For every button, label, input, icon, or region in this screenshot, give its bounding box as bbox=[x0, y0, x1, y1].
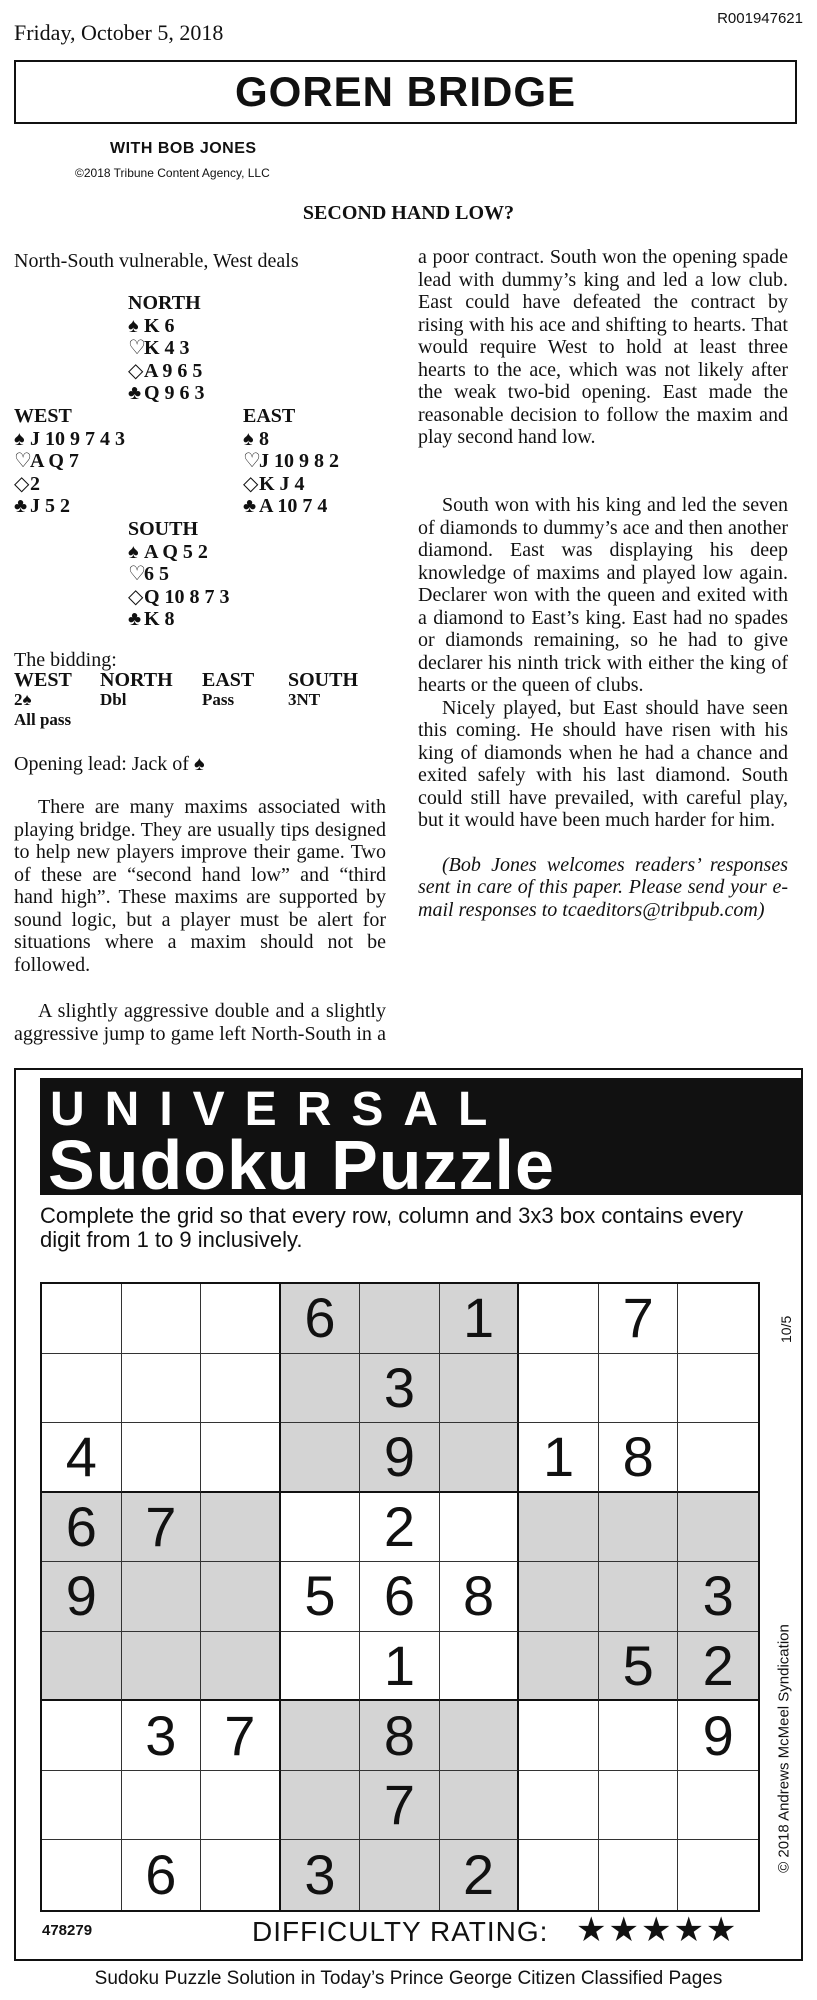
title-box bbox=[14, 60, 797, 124]
sudoku-cell bbox=[122, 1562, 202, 1632]
east-label: EAST bbox=[243, 405, 296, 427]
date-code bbox=[766, 1295, 796, 1355]
sudoku-cell: 7 bbox=[122, 1493, 202, 1563]
puzzle-number: 478279 bbox=[42, 1922, 93, 1939]
sudoku-cell: 1 bbox=[360, 1632, 440, 1702]
headline: SECOND HAND LOW? bbox=[302, 202, 515, 224]
sudoku-cell: 3 bbox=[678, 1562, 758, 1632]
sudoku-cell bbox=[281, 1423, 361, 1493]
left-column bbox=[14, 250, 384, 273]
north-clubs: Q 9 6 3 bbox=[144, 382, 205, 404]
east-clubs: A 10 7 4 bbox=[259, 495, 328, 517]
sudoku-cell bbox=[440, 1771, 520, 1841]
copyright: ©2018 Tribune Content Agency, LLC bbox=[75, 166, 270, 180]
diamond-icon: ◇ bbox=[128, 359, 144, 382]
bid-west: 2♠ bbox=[14, 690, 32, 709]
sudoku-cell: 7 bbox=[201, 1701, 281, 1771]
sudoku-cell: 5 bbox=[599, 1632, 679, 1702]
east-diamonds: K J 4 bbox=[259, 472, 305, 495]
sudoku-cell: 7 bbox=[360, 1771, 440, 1841]
west-clubs: J 5 2 bbox=[30, 495, 70, 517]
south-hearts: 6 5 bbox=[144, 563, 169, 585]
byline: WITH BOB JONES bbox=[110, 140, 257, 157]
sudoku-cell bbox=[122, 1632, 202, 1702]
spade-icon: ♠ bbox=[128, 540, 139, 563]
syndication bbox=[764, 1590, 794, 1910]
sudoku-cell bbox=[519, 1771, 599, 1841]
sudoku-cell bbox=[201, 1493, 281, 1563]
sudoku-cell bbox=[42, 1354, 122, 1424]
deal-intro: North-South vulnerable, West deals bbox=[14, 250, 299, 272]
north-diamonds: A 9 6 5 bbox=[144, 359, 203, 382]
sudoku-cell: 3 bbox=[281, 1840, 361, 1910]
sudoku-cell bbox=[519, 1632, 599, 1702]
sudoku-cell bbox=[201, 1423, 281, 1493]
sudoku-cell bbox=[42, 1771, 122, 1841]
bidding-row bbox=[14, 690, 384, 710]
article-p2-start bbox=[14, 1000, 386, 1045]
east-hand bbox=[243, 405, 339, 518]
date-code-text: 10/5 bbox=[778, 1315, 794, 1343]
north-label: NORTH bbox=[128, 292, 201, 314]
diamond-icon: ◇ bbox=[243, 472, 259, 495]
article-p2-continued bbox=[418, 246, 788, 493]
club-icon: ♣ bbox=[128, 382, 142, 404]
sudoku-cell bbox=[519, 1701, 599, 1771]
spade-icon: ♠ bbox=[14, 427, 25, 450]
sudoku-cell: 6 bbox=[122, 1840, 202, 1910]
sudoku-cell bbox=[678, 1840, 758, 1910]
sudoku-cell bbox=[201, 1354, 281, 1424]
north-hearts: K 4 3 bbox=[144, 337, 190, 359]
bidding-label: The bidding: bbox=[14, 649, 117, 671]
west-hand bbox=[14, 405, 125, 518]
club-icon: ♣ bbox=[128, 608, 142, 630]
difficulty-stars: ★★★★★ bbox=[576, 1911, 739, 1949]
sudoku-cell: 8 bbox=[599, 1423, 679, 1493]
sudoku-cell bbox=[281, 1701, 361, 1771]
sudoku-cell bbox=[599, 1771, 679, 1841]
sudoku-cell bbox=[519, 1562, 599, 1632]
sudoku-cell bbox=[122, 1354, 202, 1424]
sudoku-cell: 7 bbox=[599, 1284, 679, 1354]
sudoku-cell bbox=[519, 1284, 599, 1354]
west-label: WEST bbox=[14, 405, 72, 427]
article-right bbox=[418, 494, 788, 921]
opening-lead: Opening lead: Jack of ♠ bbox=[14, 753, 205, 775]
sudoku-cell: 9 bbox=[42, 1562, 122, 1632]
sudoku-cell bbox=[519, 1493, 599, 1563]
sudoku-cell: 3 bbox=[360, 1354, 440, 1424]
sudoku-cell bbox=[281, 1632, 361, 1702]
sudoku-cell bbox=[122, 1771, 202, 1841]
article-paragraph: There are many maxims associated with playing bridge. They are usually tips designed to help new players improve their game. Two of these are “second hand low” and “third hand high”. These maxims are supported by sound logic, but a player must be alert for situations where a maxim should not be followed. bbox=[14, 796, 386, 976]
article-left bbox=[14, 796, 386, 976]
article-paragraph: Nicely played, but East should have seen this coming. He should have risen with his king of diamonds when he had a chance and exited safely with his last diamond. South could still have prevailed, with careful play, but it would have been much harder for him. bbox=[418, 696, 788, 831]
south-label: SOUTH bbox=[128, 518, 199, 540]
sudoku-cell: 6 bbox=[281, 1284, 361, 1354]
south-clubs: K 8 bbox=[144, 608, 175, 630]
club-icon: ♣ bbox=[14, 495, 28, 517]
club-icon: ♣ bbox=[243, 495, 257, 517]
sudoku-cell: 8 bbox=[360, 1701, 440, 1771]
sudoku-cell bbox=[678, 1423, 758, 1493]
sudoku-cell: 2 bbox=[360, 1493, 440, 1563]
west-hearts: A Q 7 bbox=[30, 450, 79, 472]
sudoku-cell bbox=[678, 1771, 758, 1841]
reader-note: (Bob Jones welcomes readers’ responses sent in care of this paper. Please send your e-mail responses to tcaeditors@tribpub.com) bbox=[418, 853, 788, 921]
north-spades: K 6 bbox=[144, 314, 175, 337]
sudoku-cell bbox=[678, 1493, 758, 1563]
article-paragraph: South won with his king and led the seven of diamonds to dummy’s ace and then another diamond. East was displaying his deep knowledge of maxims and played low again. Declarer won with the queen and exited with a diamond to East’s king. East had no spades or diamonds remaining, so he had to give declarer his ninth trick with either the king of hearts or the queen of clubs. bbox=[418, 494, 788, 696]
heart-icon: ♡ bbox=[14, 450, 32, 472]
sudoku-instructions: Complete the grid so that every row, column and 3x3 box contains every digit from 1 to 9 inclusively. bbox=[40, 1203, 744, 1252]
bid-header-west: WEST bbox=[14, 669, 72, 691]
sudoku-cell bbox=[281, 1771, 361, 1841]
west-spades: J 10 9 7 4 3 bbox=[30, 427, 125, 450]
sudoku-cell bbox=[440, 1632, 520, 1702]
sudoku-cell bbox=[519, 1840, 599, 1910]
sudoku-cell: 3 bbox=[122, 1701, 202, 1771]
spade-icon: ♠ bbox=[128, 314, 139, 337]
sudoku-cell bbox=[599, 1840, 679, 1910]
sudoku-cell: 1 bbox=[519, 1423, 599, 1493]
diamond-icon: ◇ bbox=[14, 472, 30, 495]
sudoku-cell bbox=[599, 1701, 679, 1771]
sudoku-cell bbox=[122, 1423, 202, 1493]
sudoku-cell: 4 bbox=[42, 1423, 122, 1493]
sudoku-cell bbox=[599, 1493, 679, 1563]
east-spades: 8 bbox=[259, 427, 269, 450]
north-hand bbox=[128, 292, 205, 405]
sudoku-cell bbox=[440, 1493, 520, 1563]
sudoku-grid bbox=[40, 1282, 760, 1912]
sudoku-cell: 9 bbox=[678, 1701, 758, 1771]
sudoku-cell bbox=[42, 1701, 122, 1771]
syndication-text: © 2018 Andrews McMeel Syndication bbox=[775, 1624, 793, 1873]
sudoku-banner bbox=[40, 1078, 802, 1204]
footer-note: Sudoku Puzzle Solution in Today’s Prince George Citizen Classified Pages bbox=[94, 1968, 723, 1989]
page-title: GOREN BRIDGE bbox=[234, 68, 577, 115]
bid-header-south: SOUTH bbox=[288, 669, 359, 691]
bid-south: 3NT bbox=[288, 690, 321, 709]
west-diamonds: 2 bbox=[30, 472, 40, 495]
sudoku-cell: 9 bbox=[360, 1423, 440, 1493]
bid-header-north: NORTH bbox=[100, 669, 173, 691]
bidding bbox=[14, 650, 384, 730]
spade-icon: ♠ bbox=[243, 427, 254, 450]
sudoku-cell: 6 bbox=[42, 1493, 122, 1563]
sudoku-panel bbox=[14, 1068, 803, 1961]
sudoku-cell bbox=[360, 1284, 440, 1354]
sudoku-cell bbox=[678, 1284, 758, 1354]
banner-title: Sudoku Puzzle bbox=[48, 1126, 555, 1204]
south-spades: A Q 5 2 bbox=[144, 540, 208, 563]
article-paragraph: A slightly aggressive double and a slightly aggressive jump to game left North-South in a bbox=[14, 1000, 386, 1045]
sudoku-cell bbox=[599, 1562, 679, 1632]
sudoku-cell bbox=[201, 1771, 281, 1841]
sudoku-cell bbox=[519, 1354, 599, 1424]
sudoku-cell bbox=[122, 1284, 202, 1354]
south-hand bbox=[128, 518, 230, 631]
sudoku-cell: 2 bbox=[440, 1840, 520, 1910]
heart-icon: ♡ bbox=[243, 450, 261, 472]
sudoku-cell bbox=[201, 1632, 281, 1702]
heart-icon: ♡ bbox=[128, 337, 146, 359]
sudoku-cell bbox=[678, 1354, 758, 1424]
sudoku-cell bbox=[440, 1354, 520, 1424]
sudoku-cell bbox=[599, 1354, 679, 1424]
sudoku-cell bbox=[360, 1840, 440, 1910]
difficulty-label: DIFFICULTY RATING: bbox=[252, 1916, 549, 1947]
date: Friday, October 5, 2018 bbox=[14, 20, 224, 45]
sudoku-cell bbox=[201, 1562, 281, 1632]
sudoku-cell bbox=[440, 1701, 520, 1771]
bidding-end: All pass bbox=[14, 710, 72, 729]
sudoku-cell: 8 bbox=[440, 1562, 520, 1632]
sudoku-cell bbox=[281, 1354, 361, 1424]
sudoku-cell bbox=[440, 1423, 520, 1493]
page-code: R001947621 bbox=[717, 10, 803, 27]
south-diamonds: Q 10 8 7 3 bbox=[144, 585, 230, 608]
bid-east: Pass bbox=[202, 690, 235, 709]
sudoku-cell: 5 bbox=[281, 1562, 361, 1632]
sudoku-cell: 6 bbox=[360, 1562, 440, 1632]
sudoku-cell: 1 bbox=[440, 1284, 520, 1354]
sudoku-cell bbox=[201, 1284, 281, 1354]
sudoku-cell bbox=[42, 1284, 122, 1354]
sudoku-cell bbox=[42, 1632, 122, 1702]
article-paragraph: a poor contract. South won the opening spade lead with dummy’s king and led a low club. East could have defeated the contract by rising with his ace and shifting to hearts. That would require West to hold at least three hearts to the ace, which was not likely after the weak two-bid opening. East made the reasonable decision to follow the maxim and play second hand low. bbox=[418, 246, 788, 448]
heart-icon: ♡ bbox=[128, 563, 146, 585]
sudoku-cell: 2 bbox=[678, 1632, 758, 1702]
sudoku-cell bbox=[281, 1493, 361, 1563]
bid-header-east: EAST bbox=[202, 669, 255, 691]
sudoku-cell bbox=[201, 1840, 281, 1910]
bid-north: Dbl bbox=[100, 690, 127, 709]
east-hearts: J 10 9 8 2 bbox=[259, 450, 339, 472]
sudoku-cell bbox=[42, 1840, 122, 1910]
diamond-icon: ◇ bbox=[128, 585, 144, 608]
bidding-header-row bbox=[14, 670, 384, 690]
banner-universal: UNIVERSAL bbox=[50, 1083, 508, 1136]
